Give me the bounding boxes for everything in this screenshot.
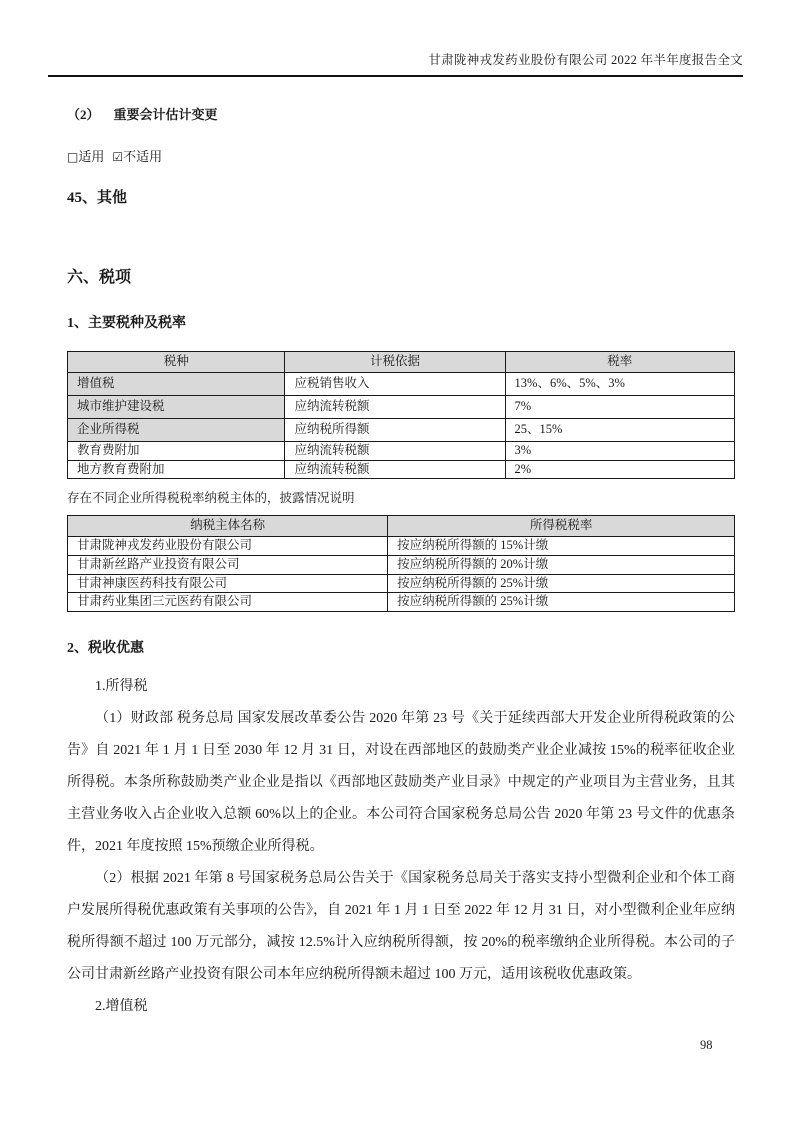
cell-entity-name: 甘肃药业集团三元医药有限公司 <box>68 593 388 612</box>
col-header-tax-type: 税种 <box>68 352 285 373</box>
cell-tax-type: 增值税 <box>68 373 285 396</box>
cell-tax-type: 城市维护建设税 <box>68 396 285 419</box>
heading-number: （2） <box>67 107 100 122</box>
checkbox-unchecked-icon: □ <box>67 150 79 164</box>
cell-tax-basis: 应纳税所得额 <box>285 419 505 442</box>
table-row <box>68 574 735 593</box>
table-header-row <box>68 516 735 537</box>
table-row <box>68 555 735 574</box>
cell-tax-type: 企业所得税 <box>68 419 285 442</box>
col-header-entity-name: 纳税主体名称 <box>68 516 388 537</box>
table-row <box>68 537 735 556</box>
cell-income-tax-rate: 按应纳税所得额的 25%计缴 <box>388 574 735 593</box>
cell-tax-type: 教育费附加 <box>68 442 285 461</box>
cell-tax-basis: 应纳流转税额 <box>285 396 505 419</box>
page-header <box>48 50 743 77</box>
cell-tax-basis: 应纳流转税额 <box>285 442 505 461</box>
income-tax-paragraph-2: （2）根据 2021 年第 8 号国家税务总局公告关于《国家税务总局关于落实支持小型微利企业和个体工商户发展所得税优惠政策有关事项的公告》，自 2021 年 1 月 1 日至 2022 年 12 月 31 日，对小型微利企业年应纳税所得额不超过 100 万元部分，减按 12.5%计入应纳税所得额，按 20%的税率缴纳企业所得税。本公司的子公司甘肃新丝路产业投资有限公司本年应纳税所得额未超过 100 万元，适用该税收优惠政策。 <box>67 870 735 982</box>
subheading-income-tax: 1.所得税 <box>95 678 148 694</box>
heading-accounting-estimate-change <box>67 104 735 123</box>
checkbox-checked-icon: ☑ <box>112 150 124 164</box>
table-row <box>68 373 735 396</box>
subheading-vat: 2.增值税 <box>95 998 148 1014</box>
cell-tax-type: 地方教育费附加 <box>68 460 285 479</box>
applicable-label: 适用 <box>78 149 105 164</box>
col-header-income-tax-rate: 所得税税率 <box>388 516 735 537</box>
heading-other: 45、其他 <box>67 190 128 206</box>
cell-tax-rate: 2% <box>505 460 734 479</box>
cell-entity-name: 甘肃神康医药科技有限公司 <box>68 574 388 593</box>
heading-text: 重要会计估计变更 <box>113 107 218 122</box>
table-row <box>68 593 735 612</box>
applicability-line <box>67 146 735 165</box>
cell-tax-basis: 应纳流转税额 <box>285 460 505 479</box>
not-applicable-label: 不适用 <box>123 149 163 164</box>
table-row <box>68 442 735 461</box>
entity-income-tax-table <box>67 515 735 612</box>
cell-income-tax-rate: 按应纳税所得额的 20%计缴 <box>388 555 735 574</box>
table-row <box>68 460 735 479</box>
cell-income-tax-rate: 按应纳税所得额的 15%计缴 <box>388 537 735 556</box>
cell-entity-name: 甘肃陇神戎发药业股份有限公司 <box>68 537 388 556</box>
table-row <box>68 396 735 419</box>
heading-tax-preference: 2、税收优惠 <box>67 640 144 656</box>
heading-main-tax-rates: 1、主要税种及税率 <box>67 316 186 331</box>
col-header-tax-rate: 税率 <box>505 352 734 373</box>
cell-tax-basis: 应税销售收入 <box>285 373 505 396</box>
cell-tax-rate: 7% <box>505 396 734 419</box>
col-header-tax-basis: 计税依据 <box>285 352 505 373</box>
cell-tax-rate: 25、15% <box>505 419 734 442</box>
income-tax-paragraph-1: （1）财政部 税务总局 国家发展改革委公告 2020 年第 23 号《关于延续西部大开发企业所得税政策的公告》自 2021 年 1 月 1 日至 2030 年 12 月 31 日，对设在西部地区的鼓励类产业企业减按 15%的税率征收企业所得税。本条所称鼓励类产业企业是指以《西部地区鼓励类产业目录》中规定的产业项目为主营业务，且其主营业务收入占企业收入总额 60%以上的企业。本公司符合国家税务总局公告 2020 年第 23 号文件的优惠条件，2021 年度按照 15%预缴企业所得税。 <box>67 710 735 854</box>
cell-entity-name: 甘肃新丝路产业投资有限公司 <box>68 555 388 574</box>
page-content <box>67 104 735 1023</box>
cell-tax-rate: 3% <box>505 442 734 461</box>
table-row <box>68 419 735 442</box>
cell-income-tax-rate: 按应纳税所得额的 25%计缴 <box>388 593 735 612</box>
tax-rates-table <box>67 351 735 479</box>
table-header-row <box>68 352 735 373</box>
page-number: 98 <box>700 1038 713 1052</box>
report-title: 甘肃陇神戎发药业股份有限公司 2022 年半年度报告全文 <box>428 53 743 67</box>
cell-tax-rate: 13%、6%、5%、3% <box>505 373 734 396</box>
different-rate-note: 存在不同企业所得税税率纳税主体的，披露情况说明 <box>67 491 355 506</box>
heading-tax-chapter: 六、税项 <box>67 269 132 286</box>
